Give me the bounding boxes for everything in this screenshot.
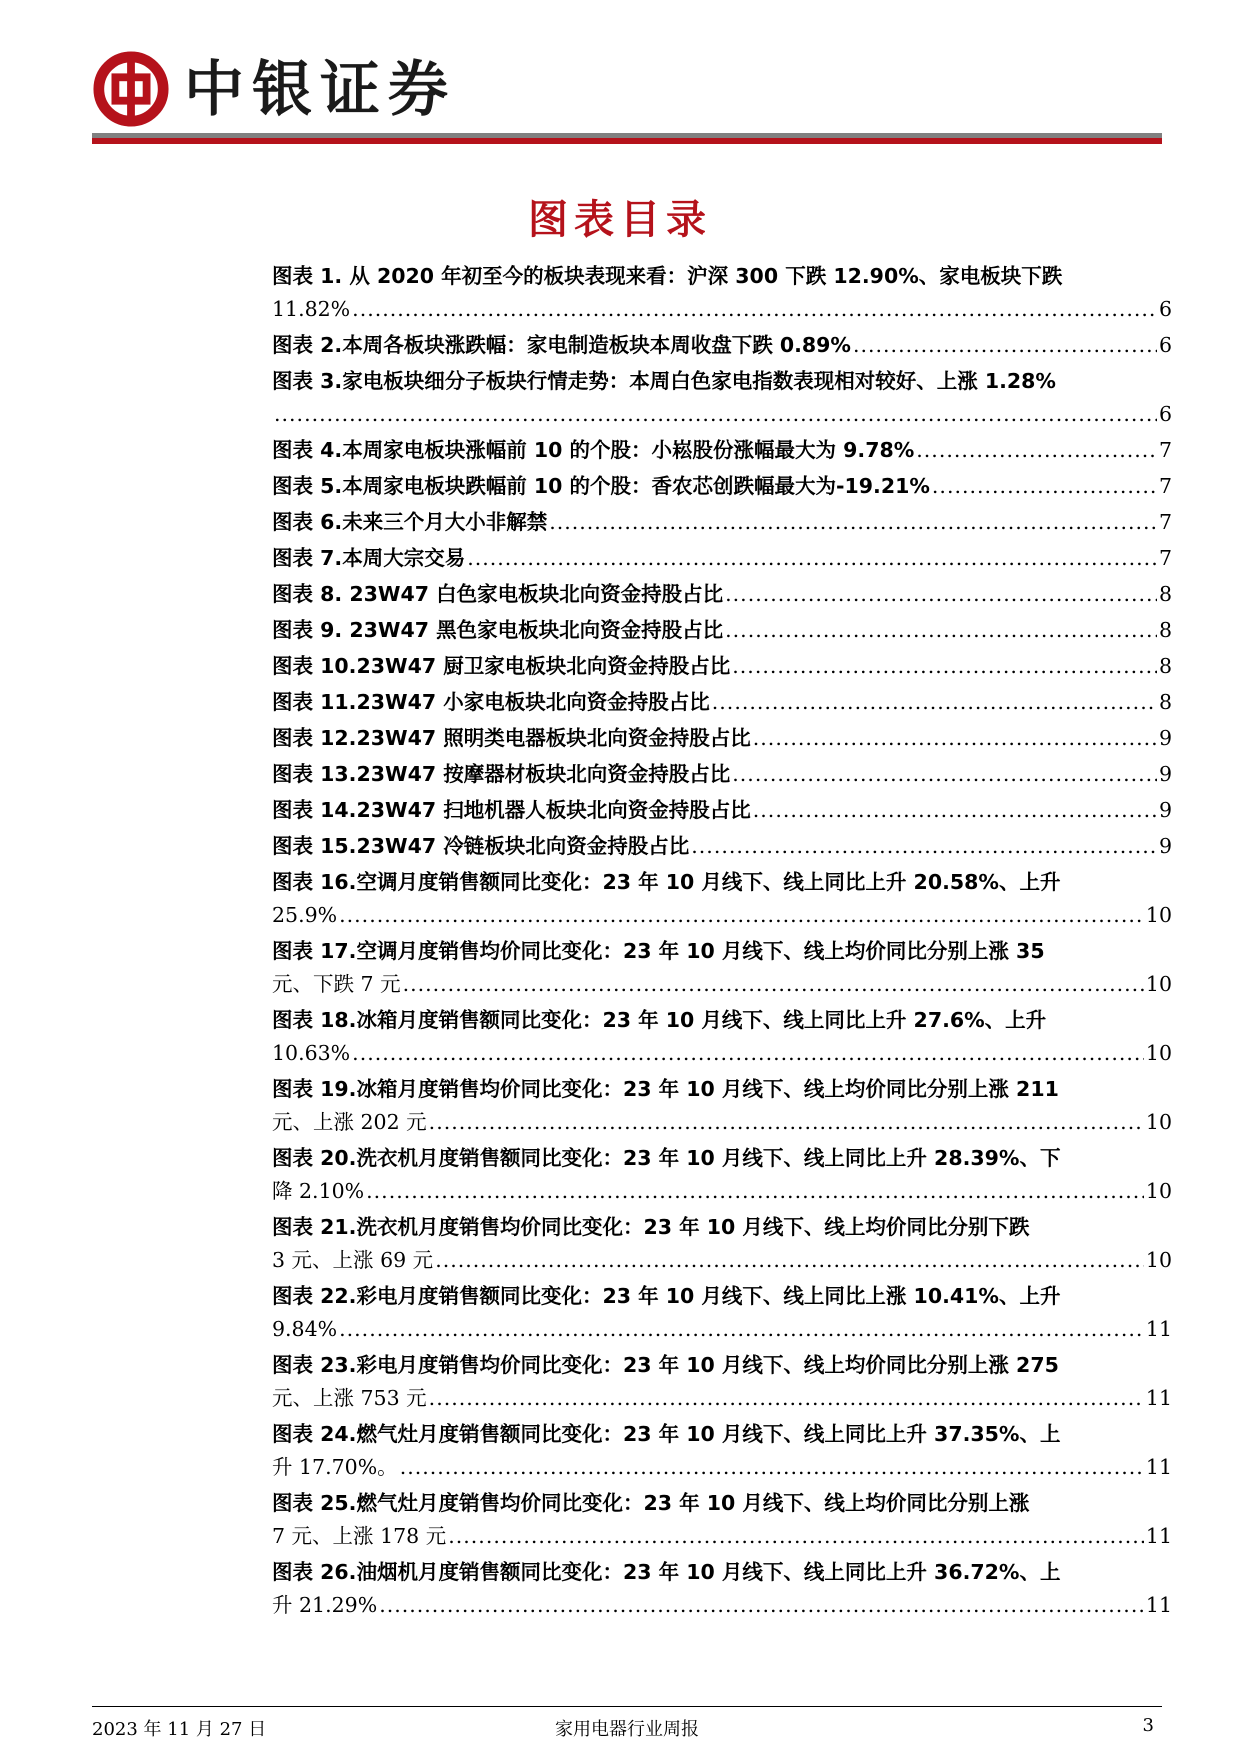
toc-entry-leader-line [272, 686, 1172, 719]
toc-dot-leader [853, 329, 1157, 362]
toc-entry-label: 图表 8. [272, 582, 350, 606]
footer-report-name: 家用电器行业周报 [555, 1719, 699, 1740]
toc-entry-text [272, 470, 930, 503]
toc-entry-caption: 本周大宗交易 [342, 546, 466, 570]
toc-entry-caption: 23W47 按摩器材板块北向资金持股占比 [356, 762, 731, 786]
toc-dot-leader [400, 1451, 1144, 1484]
toc-entry-text [272, 1487, 1172, 1520]
toc-entry-caption: 23W47 小家电板块北向资金持股占比 [356, 690, 710, 714]
toc-entry-page: 7 [1158, 474, 1172, 498]
toc-entry-text: 升 17.70%。 [272, 1455, 398, 1479]
toc-entry-text [272, 1004, 1172, 1037]
toc-entry-page: 8 [1158, 690, 1172, 714]
toc-entry-label: 图表 15. [272, 834, 357, 858]
toc-dot-leader [366, 1175, 1144, 1208]
toc-entry-caption: 洗衣机月度销售均价同比变化：23 年 10 月线下、线上均价同比分别下跌 [356, 1215, 1030, 1239]
toc-entry-page: 11 [1145, 1386, 1172, 1410]
toc-entry[interactable] [272, 866, 1172, 932]
toc-entry[interactable] [272, 542, 1172, 575]
toc-entry-caption: 23W47 冷链板块北向资金持股占比 [356, 834, 690, 858]
toc-dot-leader [732, 758, 1157, 791]
toc-entry-label: 图表 4. [272, 438, 343, 462]
toc-entry-text [272, 935, 1172, 968]
toc-entry[interactable] [272, 1349, 1172, 1415]
toc-entry-leader-line [272, 542, 1172, 575]
toc-entry-page: 9 [1158, 834, 1172, 858]
toc-entry-text [272, 1073, 1172, 1106]
toc-entry-text: 元、下跌 7 元 [272, 972, 401, 996]
toc-entry-label: 图表 13. [272, 762, 357, 786]
toc-entry-text [272, 578, 723, 611]
toc-entry-leader-line [272, 1451, 1172, 1484]
toc-entry-caption: 燃气灶月度销售额同比变化：23 年 10 月线下、线上同比上升 37.35%、上 [356, 1422, 1061, 1446]
toc-entry[interactable] [272, 1487, 1172, 1553]
toc-entry-text [272, 1418, 1172, 1451]
table-of-contents [272, 260, 1172, 1625]
toc-entry-label: 图表 18. [272, 1008, 357, 1032]
toc-entry[interactable] [272, 506, 1172, 539]
toc-entry-page: 10 [1145, 1179, 1172, 1203]
toc-entry-label: 图表 12. [272, 726, 357, 750]
toc-dot-leader [725, 614, 1157, 647]
toc-entry-label: 图表 24. [272, 1422, 357, 1446]
toc-entry-caption: 本周家电板块涨幅前 10 的个股：小崧股份涨幅最大为 9.78% [342, 438, 915, 462]
toc-entry-leader-line [272, 899, 1172, 932]
toc-entry-text: 元、上涨 202 元 [272, 1110, 427, 1134]
toc-entry-text: 元、上涨 753 元 [272, 1386, 427, 1410]
toc-entry-label: 图表 14. [272, 798, 357, 822]
toc-entry-text: 升 21.29% [272, 1593, 378, 1617]
toc-dot-leader [467, 542, 1157, 575]
toc-entry-label: 图表 7. [272, 546, 343, 570]
toc-entry-page: 11 [1145, 1317, 1172, 1341]
toc-entry[interactable] [272, 1418, 1172, 1484]
toc-entry[interactable] [272, 1004, 1172, 1070]
toc-entry[interactable] [272, 1556, 1172, 1622]
toc-entry-caption: 油烟机月度销售额同比变化：23 年 10 月线下、线上同比上升 36.72%、上 [356, 1560, 1061, 1584]
toc-entry-caption: 彩电月度销售额同比变化：23 年 10 月线下、线上同比上涨 10.41%、上升 [356, 1284, 1061, 1308]
toc-entry-label: 图表 23. [272, 1353, 357, 1377]
toc-entry-text: 7 元、上涨 178 元 [272, 1524, 447, 1548]
toc-dot-leader [429, 1106, 1144, 1139]
toc-entry-leader-line [272, 398, 1172, 431]
toc-entry-page: 6 [1158, 297, 1172, 321]
toc-entry-label: 图表 11. [272, 690, 357, 714]
toc-entry-text [272, 260, 1172, 293]
toc-entry-text [272, 434, 914, 467]
bank-of-china-logo-icon [92, 50, 170, 128]
toc-entry-label: 图表 10. [272, 654, 357, 678]
footer-date: 2023 年 11 月 27 日 [92, 1719, 267, 1740]
toc-entry-page: 10 [1145, 1041, 1172, 1065]
toc-entry-text: 降 2.10% [272, 1179, 365, 1203]
toc-entry-leader-line [272, 329, 1172, 362]
toc-dot-leader [448, 1520, 1144, 1553]
footer-page-number: 3 [1142, 1715, 1154, 1736]
toc-entry-label: 图表 6. [272, 510, 343, 534]
toc-entry-caption: 燃气灶月度销售均价同比变化：23 年 10 月线下、线上均价同比分别上涨 [356, 1491, 1030, 1515]
toc-entry-caption: 23W47 白色家电板块北向资金持股占比 [349, 582, 724, 606]
toc-entry-page: 6 [1158, 402, 1172, 426]
toc-entry-leader-line [272, 1520, 1172, 1553]
toc-entry-text [272, 1349, 1172, 1382]
toc-entry-leader-line [272, 722, 1172, 755]
toc-entry-caption: 家电板块细分子板块行情走势：本周白色家电指数表现相对较好、上涨 1.28% [342, 369, 1056, 393]
toc-dot-leader [379, 1589, 1144, 1622]
toc-entry-label: 图表 17. [272, 939, 357, 963]
toc-entry-page: 7 [1158, 510, 1172, 534]
toc-entry-leader-line [272, 830, 1172, 863]
toc-entry-caption: 本周各板块涨跌幅：家电制造板块本周收盘下跌 0.89% [342, 333, 851, 357]
toc-entry[interactable] [272, 329, 1172, 362]
toc-entry-leader-line [272, 506, 1172, 539]
page-header [92, 44, 1162, 144]
toc-entry-text [272, 1211, 1172, 1244]
toc-entry[interactable] [272, 614, 1172, 647]
toc-entry-page: 9 [1158, 798, 1172, 822]
toc-entry-caption: 从 2020 年初至今的板块表现来看：沪深 300 下跌 12.90%、家电板块下跌 [349, 264, 1063, 288]
toc-entry-page: 11 [1145, 1593, 1172, 1617]
toc-entry-label: 图表 1. [272, 264, 350, 288]
toc-entry-text: 10.63% [272, 1041, 351, 1065]
toc-entry-page: 9 [1158, 762, 1172, 786]
toc-entry-text [272, 794, 751, 827]
toc-entry-text [272, 365, 1172, 398]
toc-entry-caption: 洗衣机月度销售额同比变化：23 年 10 月线下、线上同比上升 28.39%、下 [356, 1146, 1061, 1170]
toc-entry[interactable] [272, 935, 1172, 1001]
toc-entry-label: 图表 26. [272, 1560, 357, 1584]
brand-name: 中银证券 [184, 55, 456, 125]
toc-entry[interactable] [272, 1073, 1172, 1139]
toc-dot-leader [691, 830, 1157, 863]
toc-entry-text [272, 329, 851, 362]
toc-entry-caption: 空调月度销售均价同比变化：23 年 10 月线下、线上均价同比分别上涨 35 [356, 939, 1045, 963]
toc-entry-text: 25.9% [272, 903, 338, 927]
toc-entry-label: 图表 21. [272, 1215, 357, 1239]
toc-entry-text [272, 1280, 1172, 1313]
toc-entry-text [272, 542, 465, 575]
toc-entry-page: 10 [1145, 1110, 1172, 1134]
toc-entry-page: 9 [1158, 726, 1172, 750]
toc-dot-leader [732, 650, 1157, 683]
toc-dot-leader [429, 1382, 1144, 1415]
toc-entry[interactable] [272, 794, 1172, 827]
toc-entry-leader-line [272, 578, 1172, 611]
toc-entry-leader-line [272, 1037, 1172, 1070]
toc-entry-page: 8 [1158, 654, 1172, 678]
toc-entry-text [272, 866, 1172, 899]
toc-entry-text: 11.82% [272, 297, 351, 321]
toc-entry-leader-line [272, 470, 1172, 503]
toc-dot-leader [712, 686, 1157, 719]
toc-entry-label: 图表 16. [272, 870, 357, 894]
toc-dot-leader [932, 470, 1157, 503]
toc-entry-caption: 23W47 黑色家电板块北向资金持股占比 [349, 618, 724, 642]
toc-dot-leader [352, 1037, 1144, 1070]
toc-entry-page: 6 [1158, 333, 1172, 357]
toc-entry-leader-line [272, 1244, 1172, 1277]
toc-entry-caption: 彩电月度销售均价同比变化：23 年 10 月线下、线上均价同比分别上涨 275 [356, 1353, 1059, 1377]
toc-entry-leader-line [272, 650, 1172, 683]
toc-entry-text [272, 1142, 1172, 1175]
toc-entry-leader-line [272, 968, 1172, 1001]
toc-entry[interactable] [272, 578, 1172, 611]
toc-entry-page: 10 [1145, 1248, 1172, 1272]
toc-entry[interactable] [272, 686, 1172, 719]
toc-entry-label: 图表 9. [272, 618, 350, 642]
toc-entry-text: 3 元、上涨 69 元 [272, 1248, 434, 1272]
toc-entry-caption: 冰箱月度销售额同比变化：23 年 10 月线下、线上同比上升 27.6%、上升 [356, 1008, 1047, 1032]
toc-entry-page: 10 [1145, 903, 1172, 927]
toc-entry[interactable] [272, 830, 1172, 863]
toc-dot-leader [916, 434, 1157, 467]
toc-entry-label: 图表 5. [272, 474, 343, 498]
toc-entry-label: 图表 19. [272, 1077, 357, 1101]
toc-entry-text [272, 758, 730, 791]
toc-dot-leader [435, 1244, 1144, 1277]
toc-entry-caption: 空调月度销售额同比变化：23 年 10 月线下、线上同比上升 20.58%、上升 [356, 870, 1061, 894]
toc-dot-leader [753, 794, 1157, 827]
toc-entry-text [272, 650, 730, 683]
toc-dot-leader [339, 1313, 1144, 1346]
toc-entry[interactable] [272, 1280, 1172, 1346]
toc-entry[interactable] [272, 650, 1172, 683]
toc-dot-leader [403, 968, 1144, 1001]
toc-entry-text [272, 722, 751, 755]
toc-dot-leader [725, 578, 1157, 611]
toc-entry-leader-line [272, 794, 1172, 827]
toc-entry-leader-line [272, 1313, 1172, 1346]
toc-entry-label: 图表 2. [272, 333, 343, 357]
toc-entry-label: 图表 20. [272, 1146, 357, 1170]
toc-dot-leader [274, 398, 1157, 431]
toc-entry[interactable] [272, 722, 1172, 755]
toc-dot-leader [352, 293, 1157, 326]
toc-entry-caption: 23W47 扫地机器人板块北向资金持股占比 [356, 798, 751, 822]
toc-entry-text [272, 506, 547, 539]
toc-title: 图表目录 [528, 197, 712, 243]
toc-entry-page: 11 [1145, 1524, 1172, 1548]
toc-entry-text [272, 1556, 1172, 1589]
toc-entry-leader-line [272, 293, 1172, 326]
toc-entry-text: 9.84% [272, 1317, 338, 1341]
toc-entry-leader-line [272, 434, 1172, 467]
toc-entry[interactable] [272, 1142, 1172, 1208]
toc-entry-leader-line [272, 758, 1172, 791]
toc-entry-page: 7 [1158, 438, 1172, 462]
toc-entry-leader-line [272, 614, 1172, 647]
toc-entry[interactable] [272, 260, 1172, 326]
toc-entry-page: 8 [1158, 582, 1172, 606]
toc-entry[interactable] [272, 1211, 1172, 1277]
page-footer [92, 1706, 1162, 1746]
toc-entry-caption: 未来三个月大小非解禁 [342, 510, 548, 534]
toc-entry-leader-line [272, 1175, 1172, 1208]
toc-entry-page: 10 [1145, 972, 1172, 996]
toc-dot-leader [549, 506, 1157, 539]
toc-entry-leader-line [272, 1589, 1172, 1622]
toc-entry-page: 11 [1145, 1455, 1172, 1479]
toc-entry-leader-line [272, 1382, 1172, 1415]
toc-entry-text [272, 830, 689, 863]
toc-entry-caption: 23W47 厨卫家电板块北向资金持股占比 [356, 654, 731, 678]
toc-dot-leader [753, 722, 1157, 755]
toc-dot-leader [339, 899, 1144, 932]
toc-entry-caption: 本周家电板块跌幅前 10 的个股：香农芯创跌幅最大为-19.21% [342, 474, 930, 498]
header-rule-red [92, 138, 1162, 144]
toc-entry[interactable] [272, 365, 1172, 431]
toc-entry-page: 8 [1158, 618, 1172, 642]
toc-entry-page: 7 [1158, 546, 1172, 570]
toc-entry[interactable] [272, 758, 1172, 791]
toc-entry-text [272, 686, 710, 719]
toc-entry-leader-line [272, 1106, 1172, 1139]
toc-entry-label: 图表 3. [272, 369, 343, 393]
toc-entry[interactable] [272, 434, 1172, 467]
toc-entry-label: 图表 25. [272, 1491, 357, 1515]
toc-entry[interactable] [272, 470, 1172, 503]
toc-entry-caption: 23W47 照明类电器板块北向资金持股占比 [356, 726, 751, 750]
toc-entry-caption: 冰箱月度销售均价同比变化：23 年 10 月线下、线上均价同比分别上涨 211 [356, 1077, 1059, 1101]
toc-entry-text [272, 614, 723, 647]
toc-entry-label: 图表 22. [272, 1284, 357, 1308]
